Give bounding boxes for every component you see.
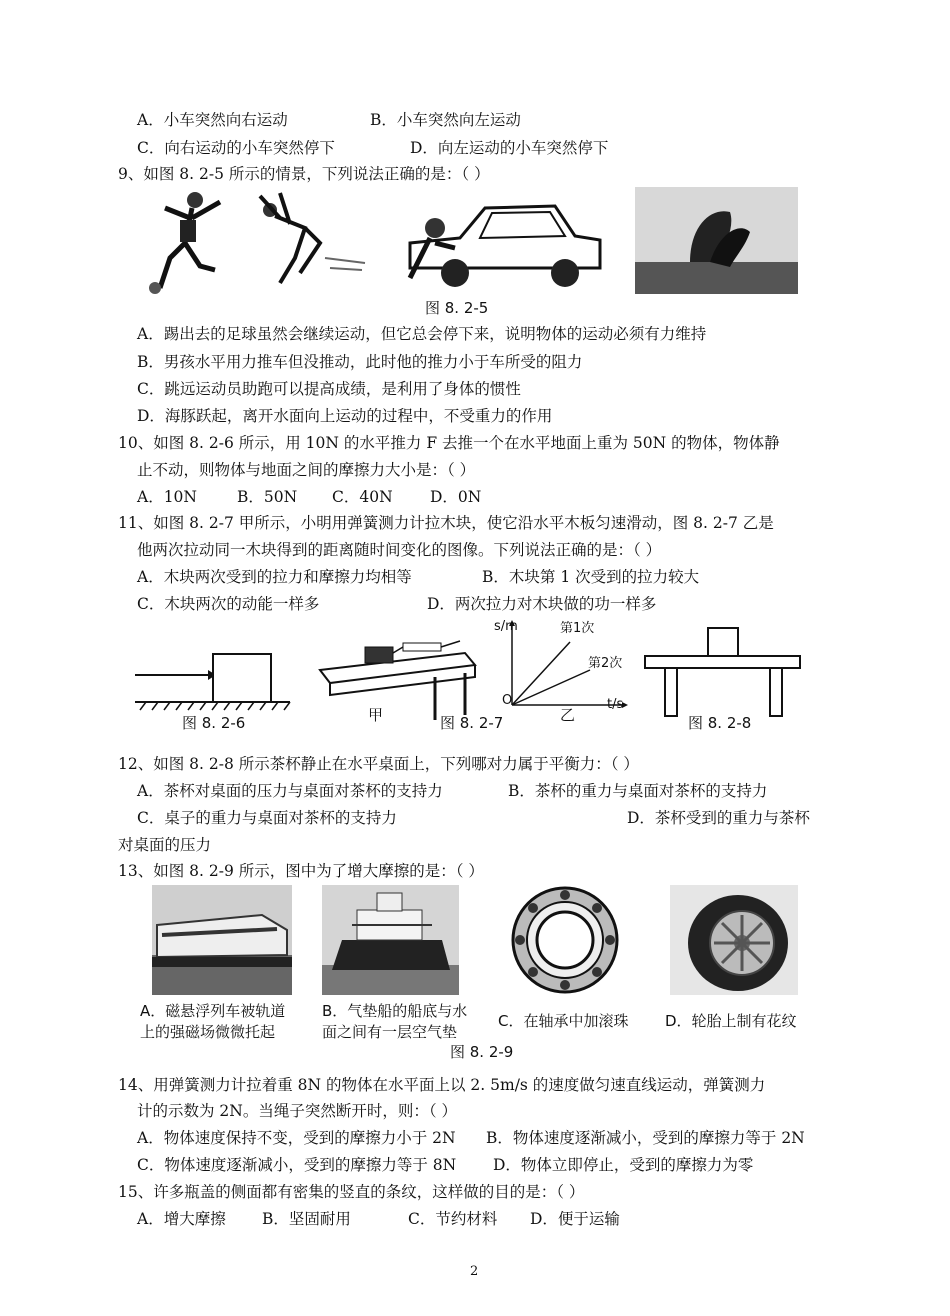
q8-option-b: B．小车突然向左运动 bbox=[370, 111, 521, 129]
q15-option-c: C．节约材料 bbox=[408, 1210, 498, 1228]
q13-caption-a-line2: 上的强磁场微微托起 bbox=[140, 1023, 276, 1041]
q9-option-d: D．海豚跃起，离开水面向上运动的过程中，不受重力的作用 bbox=[137, 407, 553, 425]
q10-option-b: B．50N bbox=[237, 488, 298, 506]
boy-pushing-car-image bbox=[400, 188, 605, 296]
q12-option-c: C．桌子的重力与桌面对茶杯的支持力 bbox=[137, 809, 397, 827]
q11-stem-line2: 他两次拉动同一木块得到的距离随时间变化的图像。下列说法正确的是：（ ） bbox=[137, 541, 662, 559]
q12-stem: 12、如图 8. 2-8 所示茶杯静止在水平桌面上，下列哪对力属于平衡力：（ ） bbox=[118, 755, 639, 773]
q14-stem-line2: 计的示数为 2N。当绳子突然断开时，则：（ ） bbox=[137, 1102, 458, 1120]
q8-option-c: C．向右运动的小车突然停下 bbox=[137, 139, 335, 157]
q15-stem: 15、许多瓶盖的侧面都有密集的竖直的条纹，这样做的目的是：（ ） bbox=[118, 1183, 585, 1201]
maglev-train-image bbox=[152, 885, 292, 995]
long-jumper-image bbox=[250, 188, 370, 293]
q12-option-b: B．茶杯的重力与桌面对茶杯的支持力 bbox=[508, 782, 768, 800]
figure-8-2-9-caption: 图 8. 2-9 bbox=[450, 1043, 514, 1061]
graph-origin-label: O bbox=[502, 693, 513, 708]
figure-8-2-7-yi-label: 乙 bbox=[560, 706, 576, 724]
graph-line2-label: 第2次 bbox=[588, 656, 623, 671]
q10-option-a: A．10N bbox=[137, 488, 197, 506]
q11-option-d: D．两次拉力对木块做的功一样多 bbox=[427, 595, 657, 613]
q11-option-a: A．木块两次受到的拉力和摩擦力均相等 bbox=[137, 568, 412, 586]
graph-x-label: t/s bbox=[607, 697, 624, 712]
q9-option-c: C．跳远运动员助跑可以提高成绩，是利用了身体的惯性 bbox=[137, 380, 521, 398]
q14-option-c: C．物体速度逐渐减小，受到的摩擦力等于 8N bbox=[137, 1156, 457, 1174]
figure-8-2-6-push-block bbox=[130, 630, 295, 712]
figure-8-2-7-caption: 图 8. 2-7 bbox=[440, 714, 504, 732]
figure-8-2-7-jia-spring-scale bbox=[315, 625, 485, 720]
figure-8-2-5-caption: 图 8. 2-5 bbox=[425, 299, 489, 317]
q13-caption-b-line2: 面之间有一层空气垫 bbox=[322, 1023, 458, 1041]
q9-stem: 9、如图 8. 2-5 所示的情景，下列说法正确的是：（ ） bbox=[118, 165, 490, 183]
q13-caption-d: D．轮胎上制有花纹 bbox=[665, 1012, 797, 1030]
q10-option-c: C．40N bbox=[332, 488, 393, 506]
q9-option-b: B．男孩水平用力推车但没推动，此时他的推力小于车所受的阻力 bbox=[137, 353, 583, 371]
q9-option-a: A．踢出去的足球虽然会继续运动，但它总会停下来，说明物体的运动必须有力维持 bbox=[137, 325, 707, 343]
q8-option-d: D．向左运动的小车突然停下 bbox=[410, 139, 609, 157]
q10-stem-line1: 10、如图 8. 2-6 所示，用 10N 的水平推力 F 去推一个在水平地面上重为 50N 的物体，物体静 bbox=[118, 434, 780, 452]
tire-image bbox=[670, 885, 798, 995]
q15-option-b: B．坚固耐用 bbox=[262, 1210, 351, 1228]
q15-option-d: D．便于运输 bbox=[530, 1210, 620, 1228]
q12-option-d-line2: 对桌面的压力 bbox=[118, 836, 212, 854]
graph-y-label: s/m bbox=[494, 619, 518, 634]
q12-option-a: A．茶杯对桌面的压力与桌面对茶杯的支持力 bbox=[137, 782, 443, 800]
q13-caption-c: C．在轴承中加滚珠 bbox=[498, 1012, 629, 1030]
q14-option-d: D．物体立即停止，受到的摩擦力为零 bbox=[493, 1156, 754, 1174]
q11-option-b: B．木块第 1 次受到的拉力较大 bbox=[482, 568, 700, 586]
figure-8-2-7-jia-label: 甲 bbox=[368, 706, 384, 724]
q11-stem-line1: 11、如图 8. 2-7 甲所示，小明用弹簧测力计拉木块，使它沿水平木板匀速滑动，图 8. 2-7 乙是 bbox=[118, 514, 774, 532]
page-number: 2 bbox=[470, 1264, 479, 1279]
hovercraft-image bbox=[322, 885, 459, 995]
graph-line1-label: 第1次 bbox=[560, 621, 595, 636]
q12-option-d-line1: D．茶杯受到的重力与茶杯 bbox=[627, 809, 810, 827]
figure-8-2-6-caption: 图 8. 2-6 bbox=[182, 714, 246, 732]
q13-caption-a-line1: A．磁悬浮列车被轨道 bbox=[140, 1002, 286, 1020]
q14-option-a: A．物体速度保持不变，受到的摩擦力小于 2N bbox=[137, 1129, 456, 1147]
figure-8-2-8-caption: 图 8. 2-8 bbox=[688, 714, 752, 732]
soccer-player-image bbox=[140, 188, 230, 296]
graph-line-second bbox=[512, 670, 590, 705]
q13-caption-b-line1: B．气垫船的船底与水 bbox=[322, 1002, 468, 1020]
q8-option-a: A．小车突然向右运动 bbox=[137, 111, 288, 129]
q11-option-c: C．木块两次的动能一样多 bbox=[137, 595, 320, 613]
q13-stem: 13、如图 8. 2-9 所示，图中为了增大摩擦的是：（ ） bbox=[118, 862, 484, 880]
q10-stem-line2: 止不动，则物体与地面之间的摩擦力大小是：（ ） bbox=[137, 461, 476, 479]
ball-bearing-image bbox=[498, 885, 633, 995]
q14-option-b: B．物体速度逐渐减小，受到的摩擦力等于 2N bbox=[486, 1129, 805, 1147]
figure-8-2-8-cup-on-table bbox=[640, 622, 805, 720]
q15-option-a: A．增大摩擦 bbox=[137, 1210, 226, 1228]
graph-line-first bbox=[512, 642, 570, 705]
q14-stem-line1: 14、用弹簧测力计拉着重 8N 的物体在水平面上以 2. 5m/s 的速度做匀速直线运动，弹簧测力 bbox=[118, 1076, 766, 1094]
q10-option-d: D．0N bbox=[430, 488, 482, 506]
dolphin-image bbox=[635, 187, 798, 294]
